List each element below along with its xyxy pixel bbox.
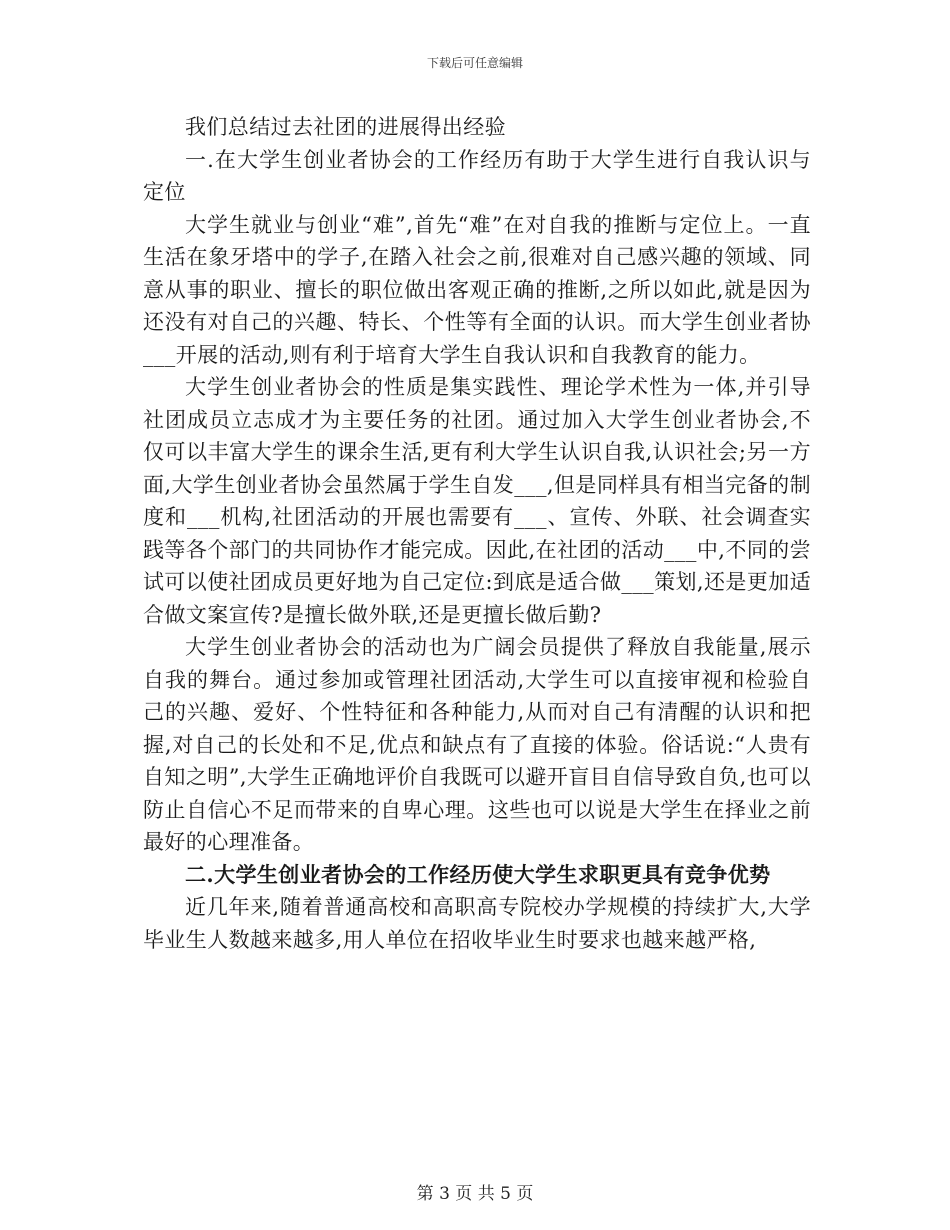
body-paragraph: 大学生创业者协会的活动也为广阔会员提供了释放自我能量,展示自我的舞台。通过参加或管理社团活动,大学生可以直接审视和检验自己的兴趣、爱好、个性特征和各种能力,从而对自己有清醒的认识和把握,对自己的长处和不足,优点和缺点有了直接的体验。俗话说:“人贵有自知之明”,大学生正确地评价自我既可以避开盲目自信导致自负,也可以防止自信心不足而带来的自卑心理。这些也可以说是大学生在择业之前最好的心理准备。 xyxy=(143,635,811,854)
body-paragraph: 大学生创业者协会的性质是集实践性、理论学术性为一体,并引导社团成员立志成才为主要任务的社团。通过加入大学生创业者协会,不仅可以丰富大学生的课余生活,更有利大学生认识自我,认识社会;另一方面,大学生创业者协会虽然属于学生自发___,但是同样具有相当完备的制度和___机构,社团活动的开展也需要有___、宣传、外联、社会调查实践等各个部门的共同协作才能完成。因此,在社团的活动___中,不同的尝试可以使社团成员更好地为自己定位:到底是适合做___策划,还是更加适合做文案宣传?是擅长做外联,还是更擅长做后勤? xyxy=(143,375,811,627)
body-paragraph: 大学生就业与创业“难”,首先“难”在对自我的推断与定位上。一直生活在象牙塔中的学子,在踏入社会之前,很难对自己感兴趣的领域、同意从事的职业、擅长的职位做出客观正确的推断,之所以如此,就是因为还没有对自己的兴趣、特长、个性等有全面的认识。而大学生创业者协___开展的活动,则有利于培育大学生自我认识和自我教育的能力。 xyxy=(143,212,811,367)
body-paragraph: 近几年来,随着普通高校和高职高专院校办学规模的持续扩大,大学毕业生人数越来越多,用人单位在招收毕业生时要求也越来越严格, xyxy=(143,895,811,952)
section-heading-2: 二.大学生创业者协会的工作经历使大学生求职更具有竞争优势 xyxy=(185,861,771,887)
intro-paragraph: 我们总结过去社团的进展得出经验 xyxy=(185,115,506,139)
page-header: 下载后可任意编辑 xyxy=(426,56,523,70)
section-heading-1: 一.在大学生创业者协会的工作经历有助于大学生进行自我认识与定位 xyxy=(143,147,811,204)
document-body xyxy=(143,111,811,956)
page-footer: 第 3 页 共 5 页 xyxy=(416,1184,534,1204)
